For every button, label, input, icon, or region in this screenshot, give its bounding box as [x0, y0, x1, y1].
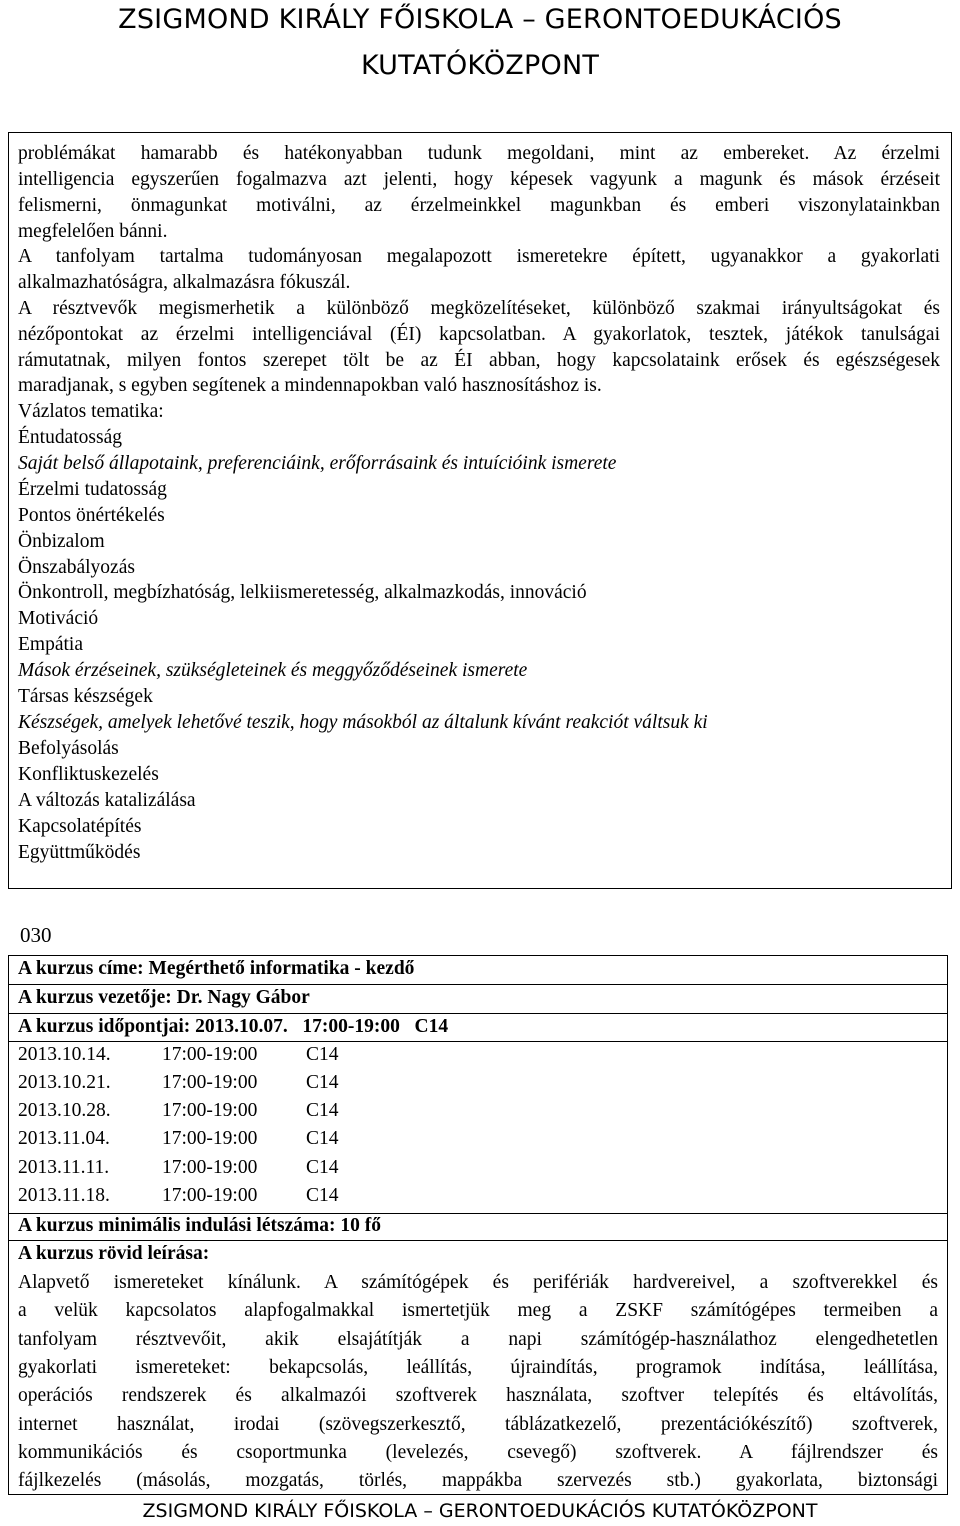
description-line: internet használat, irodai (szövegszerkesztő, táblázatkezelő, prezentációkészítő) szoftverek,: [18, 1414, 938, 1435]
outline-item: Együttműködés: [18, 842, 141, 863]
session-room: C14: [306, 1100, 339, 1121]
paragraph-line: A tanfolyam tartalma tudományosan megalapozott ismeretekre épített, ugyanakkor a gyakorlati: [18, 246, 940, 267]
outline-item: Motiváció: [18, 608, 99, 629]
description-line: a velük kapcsolatos alapfogalmakkal ismertetjük meg a ZSKF számítógépes termeiben a: [18, 1300, 938, 1321]
paragraph-line: alkalmazhatóságra, alkalmazásra fókuszál.: [18, 272, 351, 293]
outline-item: Pontos önértékelés: [18, 505, 165, 526]
paragraph-line: A résztvevők megismerhetik a különböző megközelítéseket, különböző szakmai irányultságokat és: [18, 298, 940, 319]
description-line: fájlkezelés (másolás, mozgatás, törlés, mappákba szervezés stb.) gyakorlata, biztonsági: [18, 1470, 938, 1491]
outline-item: Saját belső állapotaink, preferenciáink, erőforrásaink és intuícióink ismerete: [18, 453, 617, 474]
table-rule: [8, 1041, 948, 1042]
session-date: 2013.10.21.: [18, 1072, 111, 1093]
table-rule: [8, 1240, 948, 1241]
paragraph-line: megfelelően bánni.: [18, 221, 168, 242]
header-title-line2: KUTATÓKÖZPONT: [360, 50, 600, 81]
session-room: C14: [306, 1185, 339, 1206]
outline-item: Önkontroll, megbízhatóság, lelkiismeretesség, alkalmazkodás, innováció: [18, 582, 587, 603]
paragraph-line: intelligencia egyszerűen fogalmazva azt jelenti, hogy képesek vagyunk a magunk és mások érzéseit: [18, 169, 940, 190]
description-line: tanfolyam résztvevőit, akik elsajátítják a napi számítógép-használathoz elengedhetetlen: [18, 1329, 938, 1350]
session-time: 17:00-19:00: [162, 1128, 258, 1149]
session-date: 2013.10.28.: [18, 1100, 111, 1121]
session-time: 17:00-19:00: [162, 1157, 258, 1178]
course-description-label: A kurzus rövid leírása:: [18, 1243, 210, 1264]
paragraph-line: problémákat hamarabb és hatékonyabban tudunk megoldani, mint az embereket. Az érzelmi: [18, 143, 940, 164]
session-room: C14: [306, 1128, 339, 1149]
session-time: 17:00-19:00: [162, 1044, 258, 1065]
session-time: 17:00-19:00: [162, 1185, 258, 1206]
session-date: 2013.11.11.: [18, 1157, 110, 1178]
session-date: 2013.10.14.: [18, 1044, 111, 1065]
session-date: 2013.11.18.: [18, 1185, 110, 1206]
outline-item: Empátia: [18, 634, 83, 655]
footer-text: ZSIGMOND KIRÁLY FŐISKOLA – GERONTOEDUKÁCIÓS KUTATÓKÖZPONT: [142, 1500, 818, 1522]
paragraph-line: felismerni, önmagunkat motiválni, az érzelmeinkkel magunkban és emberi viszonylatainkban: [18, 195, 940, 216]
course-title: A kurzus címe: Megérthető informatika - kezdő: [18, 958, 415, 979]
outline-item: A változás katalizálása: [18, 790, 196, 811]
session-time: 17:00-19:00: [162, 1100, 258, 1121]
course-leader: A kurzus vezetője: Dr. Nagy Gábor: [18, 987, 310, 1008]
outline-item: Éntudatosság: [18, 427, 122, 448]
table-rule: [8, 955, 948, 956]
outline-item: Mások érzéseinek, szükségleteinek és meggyőződéseinek ismerete: [18, 660, 528, 681]
course-min-participants: A kurzus minimális indulási létszáma: 10 fő: [18, 1215, 381, 1236]
table-rule: [8, 1013, 948, 1014]
outline-title: Vázlatos tematika:: [18, 401, 164, 422]
session-time: 17:00-19:00: [162, 1072, 258, 1093]
outline-item: Kapcsolatépítés: [18, 816, 142, 837]
description-line: kommunikációs és csoportmunka (levelezés, csevegő) szoftverek. A fájlrendszer és: [18, 1442, 938, 1463]
outline-item: Önszabályozás: [18, 557, 135, 578]
paragraph-line: maradjanak, s egyben segítenek a mindennapokban való hasznosításhoz is.: [18, 375, 602, 396]
paragraph-line: rámutatnak, milyen fontos szerepet tölt be az ÉI abban, hogy kapcsolataink erősek és egészségesek: [18, 350, 940, 371]
session-room: C14: [306, 1044, 339, 1065]
description-line: Alapvető ismereteket kínálunk. A számítógépek és perifériák hardvereivel, a szoftverekkel és: [18, 1272, 938, 1293]
outline-item: Önbizalom: [18, 531, 105, 552]
outline-item: Társas készségek: [18, 686, 153, 707]
outline-item: Érzelmi tudatosság: [18, 479, 167, 500]
description-line: operációs rendszerek és alkalmazói szoftverek használata, szoftver telepítés és eltávolítás,: [18, 1385, 938, 1406]
table-rule: [8, 1213, 948, 1214]
table-rule: [8, 1494, 948, 1495]
session-room: C14: [306, 1072, 339, 1093]
table-rule: [8, 984, 948, 985]
session-room: C14: [306, 1157, 339, 1178]
paragraph-line: nézőpontokat az érzelmi intelligenciával (ÉI) kapcsolatban. A gyakorlatok, tesztek, játékok tanulságai: [18, 324, 940, 345]
table-border-left: [8, 955, 9, 1495]
course-dates-label: A kurzus időpontjai: 2013.10.07. 17:00-19:00 C14: [18, 1016, 449, 1037]
outline-item: Befolyásolás: [18, 738, 119, 759]
session-date: 2013.11.04.: [18, 1128, 110, 1149]
table-border-right: [947, 955, 948, 1495]
course-number: 030: [20, 923, 52, 947]
outline-item: Konfliktuskezelés: [18, 764, 159, 785]
outline-item: Készségek, amelyek lehetővé teszik, hogy másokból az általunk kívánt reakciót váltsuk ki: [18, 712, 708, 733]
header-title-line1: ZSIGMOND KIRÁLY FŐISKOLA – GERONTOEDUKÁCIÓS: [118, 4, 842, 35]
description-line: gyakorlati ismereteket: bekapcsolás, leállítás, újraindítás, programok indítása, leállítása,: [18, 1357, 938, 1378]
